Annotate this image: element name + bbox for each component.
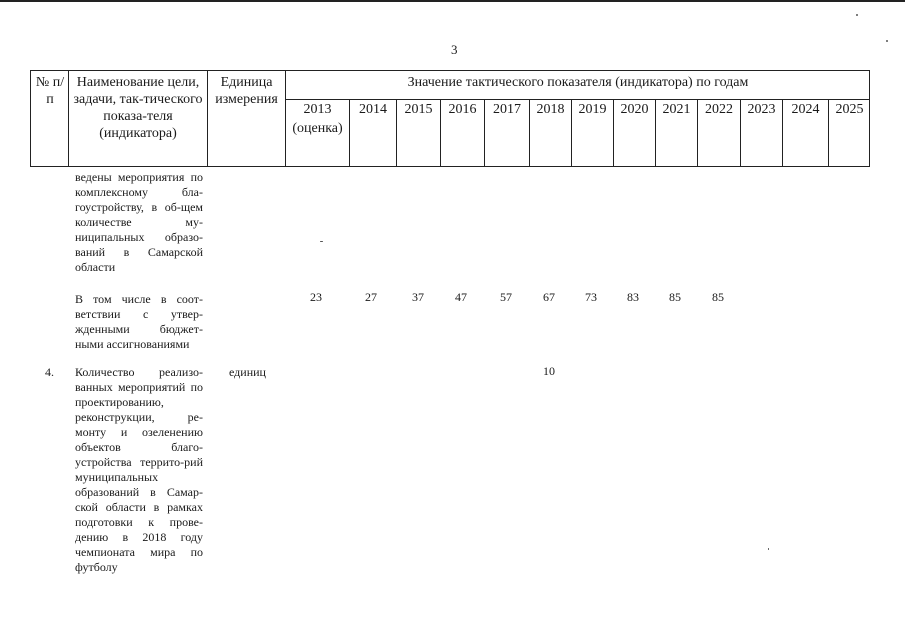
row-4-name: Количество реализо-ванных мероприятий по проектированию, реконструкции, ре-монту и озеленению объектов благо-устройства террито-рий муниципальных образований в Самар-ской области в рамках подготовки к прове-дению в 2018 году чемпионата мира по футболу — [75, 365, 203, 574]
year-2024-label: 2024 — [791, 102, 820, 117]
row-budget-name: В том числе в соот-ветствии с утвер-жденными бюджет-ными ассигнованиями — [75, 292, 203, 351]
value-2016: 47 — [455, 290, 467, 304]
value-2019: 73 — [585, 290, 597, 304]
year-2025-label: 2025 — [835, 102, 864, 117]
top-border-line — [0, 0, 905, 2]
year-2023-label: 2023 — [747, 102, 776, 117]
column-divider — [68, 71, 69, 166]
year-2018-label: 2018 — [536, 102, 565, 117]
page-number: 3 — [451, 42, 458, 57]
year-2022-label: 2022 — [705, 102, 733, 117]
row-4-number: 4. — [45, 365, 54, 379]
row-continuation-name: ведены мероприятия по комплексному бла-гоустройству, в об-щем количестве му-ниципальных образо-ваний в Самарской области — [75, 170, 203, 274]
header-number-label: № п/п — [35, 75, 65, 107]
value-2015: 37 — [412, 290, 424, 304]
value-2022: 85 — [712, 290, 724, 304]
value-2017: 57 — [500, 290, 512, 304]
year-2013-label: 2013 (оценка) — [292, 102, 343, 136]
scan-speck — [768, 548, 769, 550]
row-4-unit: единиц — [229, 365, 266, 379]
value-2021: 85 — [669, 290, 681, 304]
year-2015-label: 2015 — [404, 102, 433, 117]
year-2014-label: 2014 — [359, 102, 387, 117]
table-header — [30, 70, 870, 167]
value-2014: 27 — [365, 290, 377, 304]
year-2019-label: 2019 — [578, 102, 607, 117]
header-name-label: Наименование цели, задачи, так-тического показа-теля (индикатора) — [73, 75, 203, 141]
column-divider — [207, 71, 208, 166]
header-unit-label: Единица измерения — [215, 75, 278, 107]
scan-speck — [320, 241, 323, 242]
value-2013: 23 — [310, 290, 322, 304]
year-2017-label: 2017 — [493, 102, 521, 117]
value-2020: 83 — [627, 290, 639, 304]
year-2021-label: 2021 — [662, 102, 691, 117]
year-2016-label: 2016 — [448, 102, 477, 117]
year-2020-label: 2020 — [620, 102, 649, 117]
value-2018: 67 — [543, 290, 555, 304]
scan-speck — [856, 14, 858, 16]
scan-speck — [886, 40, 888, 42]
row-4-value-2018: 10 — [543, 364, 555, 378]
header-values-title: Значение тактического показателя (индикатора) по годам — [407, 75, 749, 90]
